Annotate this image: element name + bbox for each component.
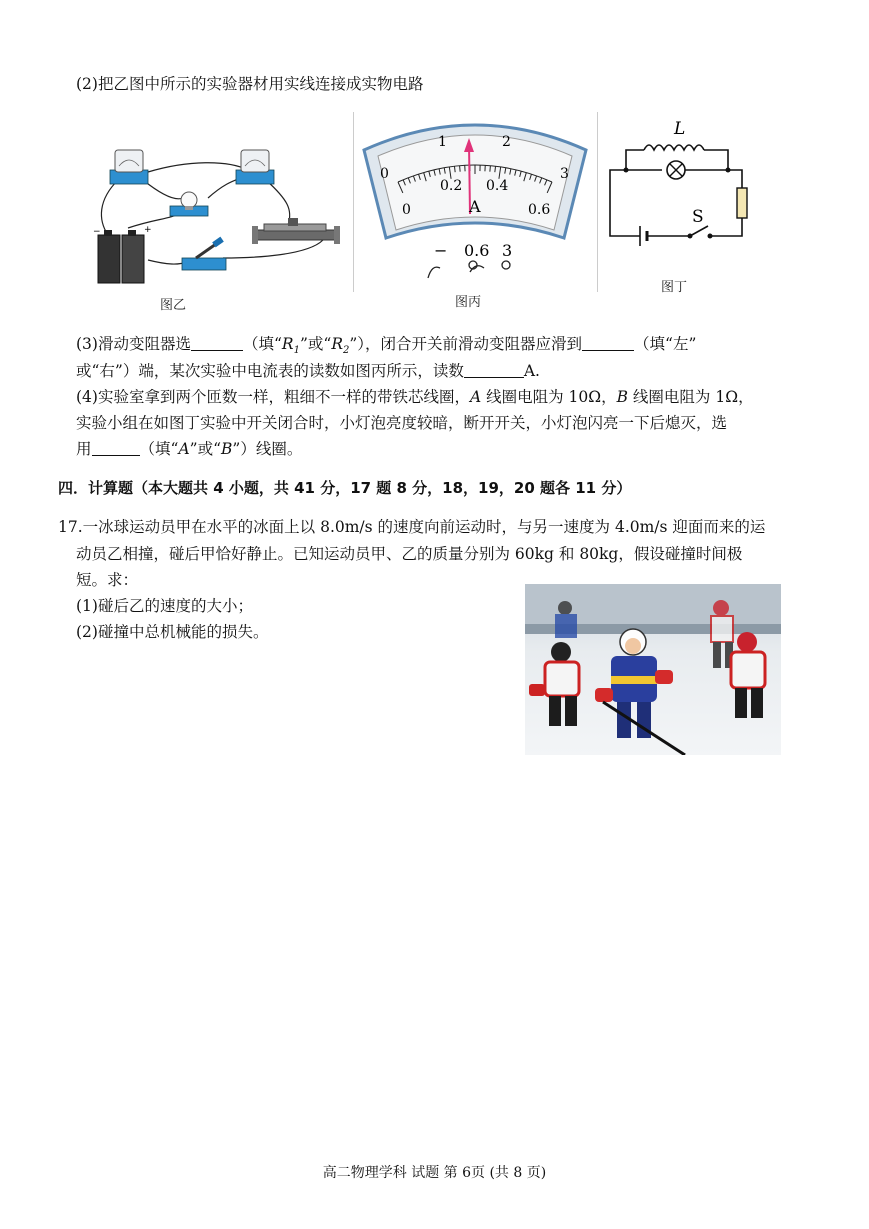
dial-tick [460, 166, 461, 172]
coil-b-symbol: B [221, 440, 233, 458]
figure-yi-apparatus [88, 140, 350, 290]
q3-text: （填“ [242, 335, 282, 353]
answer-blank-coil[interactable] [92, 439, 140, 456]
question-3-line-1 [76, 334, 696, 361]
figure-ding-caption: 图丁 [661, 280, 688, 295]
symbol-r1: R [281, 335, 294, 353]
q4-text: 用 [76, 440, 92, 458]
dial-top-label: 0 [380, 166, 389, 182]
question-17-part-2: (2)碰撞中总机械能的损失。 [76, 623, 269, 641]
symbol-r2: R [331, 335, 343, 353]
q4-text: 线圈电阻为 1Ω， [628, 388, 754, 406]
bulb-device [170, 192, 208, 216]
dial-top-label: 2 [502, 134, 511, 150]
symbol-r2-subscript: 2 [342, 345, 350, 357]
svg-text:−: − [93, 227, 101, 237]
q3-text: A. [523, 362, 540, 380]
question-3-line-2 [76, 361, 540, 381]
q3-text: (3)滑动变阻器选 [76, 335, 191, 353]
coil-a-symbol: A [469, 388, 482, 406]
dial-tick [454, 166, 455, 172]
answer-blank-reading[interactable] [464, 361, 524, 378]
section-4-heading: 四．计算题（本大题共 4 小题，共 41 分，17 题 8 分，18，19，20 题各 11 分） [58, 479, 632, 497]
terminal-label: 0.6 [464, 241, 490, 260]
dial-unit-label: A [469, 197, 481, 216]
dial-bottom-label: 0.4 [486, 178, 509, 194]
ice-hockey-photo [525, 584, 781, 755]
question-17-line-1: 17.一冰球运动员甲在水平的冰面上以 8.0m/s 的速度向前运动时，与另一速度为 4.0m/s 迎面而来的运 [58, 518, 766, 536]
dial-tick [495, 166, 496, 172]
rheostat-device [252, 218, 340, 244]
q3-text: 或“右”）端，某次实验中电流表的读数如图丙所示，读数 [76, 362, 464, 380]
terminal-label: 3 [502, 241, 513, 260]
dial-bottom-label: 0.6 [528, 202, 551, 218]
figure-yi-caption: 图乙 [160, 298, 187, 313]
q4-text: （填“ [139, 440, 179, 458]
question-2-text: (2)把乙图中所示的实验器材用实线连接成实物电路 [76, 75, 424, 93]
figure-bing-ammeter [358, 110, 592, 290]
q4-text: 线圈电阻为 10Ω， [481, 388, 617, 406]
svg-text:+: + [144, 225, 152, 235]
q4-text: ”或“ [189, 440, 222, 458]
question-17-part-1: (1)碰后乙的速度的大小； [76, 597, 253, 615]
question-17-line-2: 动员乙相撞，碰后甲恰好静止。已知运动员甲、乙的质量分别为 60kg 和 80kg，假设碰撞时间极 [76, 545, 743, 563]
q4-text: ”）线圈。 [232, 440, 303, 458]
battery-pack [93, 225, 152, 283]
inductor-coil [644, 145, 704, 150]
dial-bottom-label: 0.2 [440, 178, 463, 194]
voltmeter-device [236, 150, 274, 184]
figure-divider [353, 112, 354, 292]
q3-text: ”或“ [299, 335, 332, 353]
question-4-line-3 [76, 439, 302, 459]
page-footer: 高二物理学科 试题 第 6页 (共 8 页) [322, 1165, 547, 1181]
q3-text: （填“左” [634, 335, 697, 353]
question-4-line-1 [76, 387, 754, 407]
resistor-symbol [737, 188, 747, 218]
coil-b-symbol: B [616, 388, 628, 406]
figure-divider [597, 112, 598, 292]
q3-text: ”），闭合开关前滑动变阻器应滑到 [349, 335, 583, 353]
symbol-r1-subscript: 1 [293, 345, 300, 357]
knife-switch [182, 237, 226, 270]
switch-symbol [690, 226, 708, 236]
dial-tick [490, 166, 491, 172]
question-17-line-3: 短。求： [76, 571, 139, 589]
dial-top-label: 3 [560, 166, 569, 182]
answer-blank-slider-end[interactable] [582, 334, 634, 351]
question-4-line-2: 实验小组在如图丁实验中开关闭合时，小灯泡亮度较暗，断开开关，小灯泡闪亮一下后熄灭，选 [76, 414, 728, 432]
coil-a-symbol: A [178, 440, 190, 458]
q4-text: (4)实验室拿到两个匝数一样，粗细不一样的带铁芯线圈， [76, 388, 470, 406]
dial-bottom-label: 0 [402, 202, 411, 218]
switch-label: S [692, 207, 704, 227]
figure-bing-caption: 图丙 [455, 295, 482, 310]
figure-ding-circuit [600, 112, 760, 272]
answer-blank-rheostat[interactable] [191, 334, 243, 351]
ammeter-device [110, 150, 148, 184]
terminal-label: − [434, 241, 448, 260]
inductor-label: L [674, 119, 686, 139]
dial-top-label: 1 [438, 134, 447, 150]
